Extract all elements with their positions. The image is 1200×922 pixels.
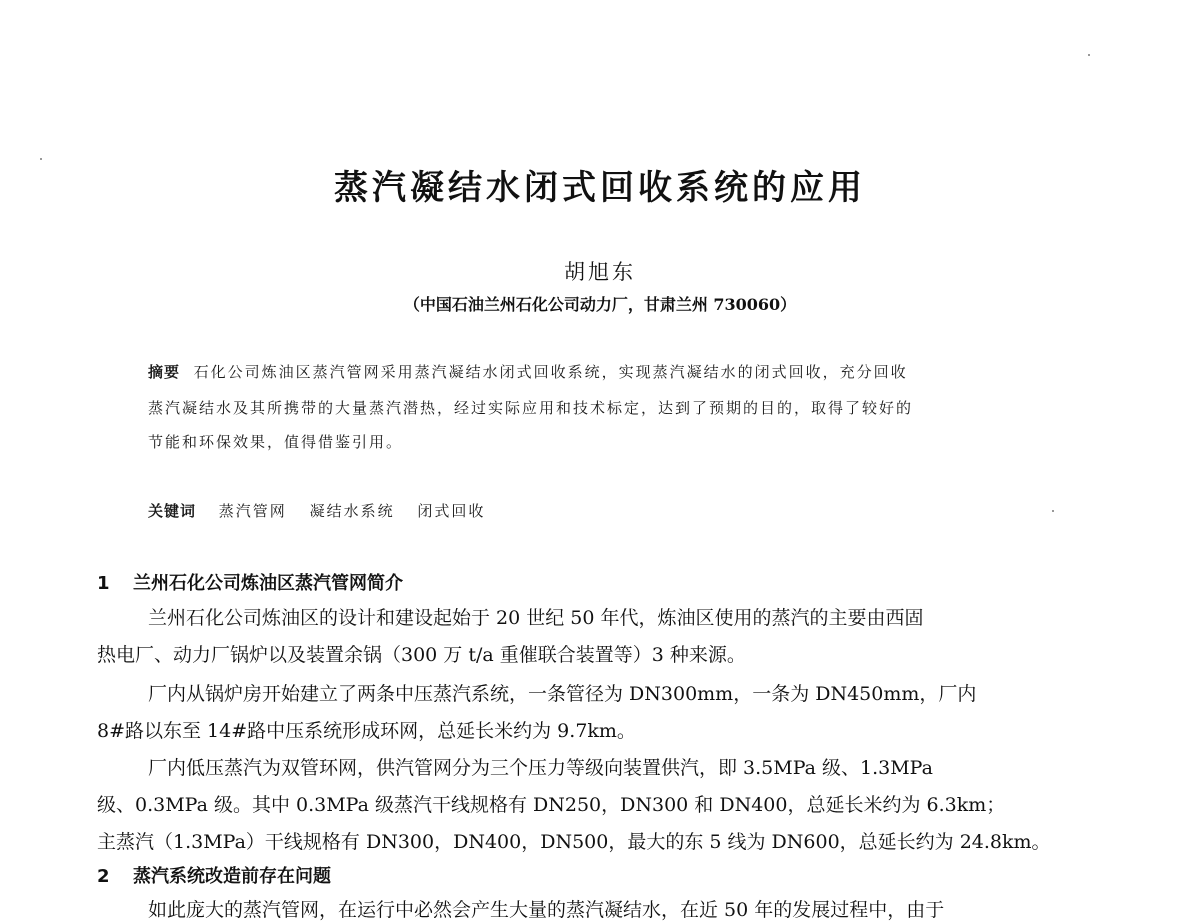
- author-name: 胡旭东: [564, 260, 636, 284]
- author-affiliation: （中国石油兰州石化公司动力厂，甘肃兰州 730060）: [403, 295, 797, 314]
- abstract-label: 摘要: [148, 363, 181, 381]
- body-line: 级、0.3MPa 级。其中 0.3MPa 级蒸汽干线规格有 DN250，DN300 和 DN400，总延长米约为 6.3km；: [97, 794, 1006, 816]
- scan-speck: [1052, 510, 1054, 512]
- keyword-3: 闭式回收: [417, 502, 486, 520]
- paper-title: 蒸汽凝结水闭式回收系统的应用: [334, 168, 866, 208]
- section-heading-2: [97, 862, 331, 888]
- section-heading-1: [97, 569, 403, 595]
- body-line: 兰州石化公司炼油区的设计和建设起始于 20 世纪 50 年代，炼油区使用的蒸汽的主要由西固: [148, 607, 924, 629]
- section-number-2: 2: [97, 866, 110, 887]
- section-title-2: 蒸汽系统改造前存在问题: [133, 866, 331, 887]
- body-line: 如此庞大的蒸汽管网，在运行中必然会产生大量的蒸汽凝结水，在近 50 年的发展过程中，由于: [148, 899, 945, 921]
- body-line: 8#路以东至 14#路中压系统形成环网，总延长米约为 9.7km。: [97, 720, 636, 742]
- body-line: 厂内从锅炉房开始建立了两条中压蒸汽系统，一条管径为 DN300mm，一条为 DN450mm，厂内: [148, 683, 977, 705]
- abstract-line-3: 节能和环保效果，值得借鉴引用。: [148, 433, 404, 451]
- keywords-label: 关键词: [148, 502, 197, 520]
- scan-speck: [40, 158, 42, 160]
- abstract-line-2: 蒸汽凝结水及其所携带的大量蒸汽潜热，经过实际应用和技术标定，达到了预期的目的，取得了较好的: [148, 399, 914, 417]
- section-title-1: 兰州石化公司炼油区蒸汽管网简介: [133, 573, 403, 594]
- keywords: [148, 500, 485, 521]
- body-line: 厂内低压蒸汽为双管环网，供汽管网分为三个压力等级向装置供汽，即 3.5MPa 级、1.3MPa: [148, 757, 933, 779]
- keyword-1: 蒸汽管网: [218, 502, 287, 520]
- keyword-2: 凝结水系统: [309, 502, 395, 520]
- body-line: 主蒸汽（1.3MPa）干线规格有 DN300，DN400，DN500，最大的东 5 线为 DN600，总延长约为 24.8km。: [97, 831, 1051, 853]
- abstract-text-1: 石化公司炼油区蒸汽管网采用蒸汽凝结水闭式回收系统，实现蒸汽凝结水的闭式回收，充分回收: [193, 363, 908, 381]
- abstract-line-1: [148, 361, 908, 382]
- section-number-1: 1: [97, 573, 110, 594]
- scan-speck: [1088, 54, 1090, 56]
- body-line: 热电厂、动力厂锅炉以及装置余锅（300 万 t/a 重催联合装置等）3 种来源。: [97, 644, 746, 666]
